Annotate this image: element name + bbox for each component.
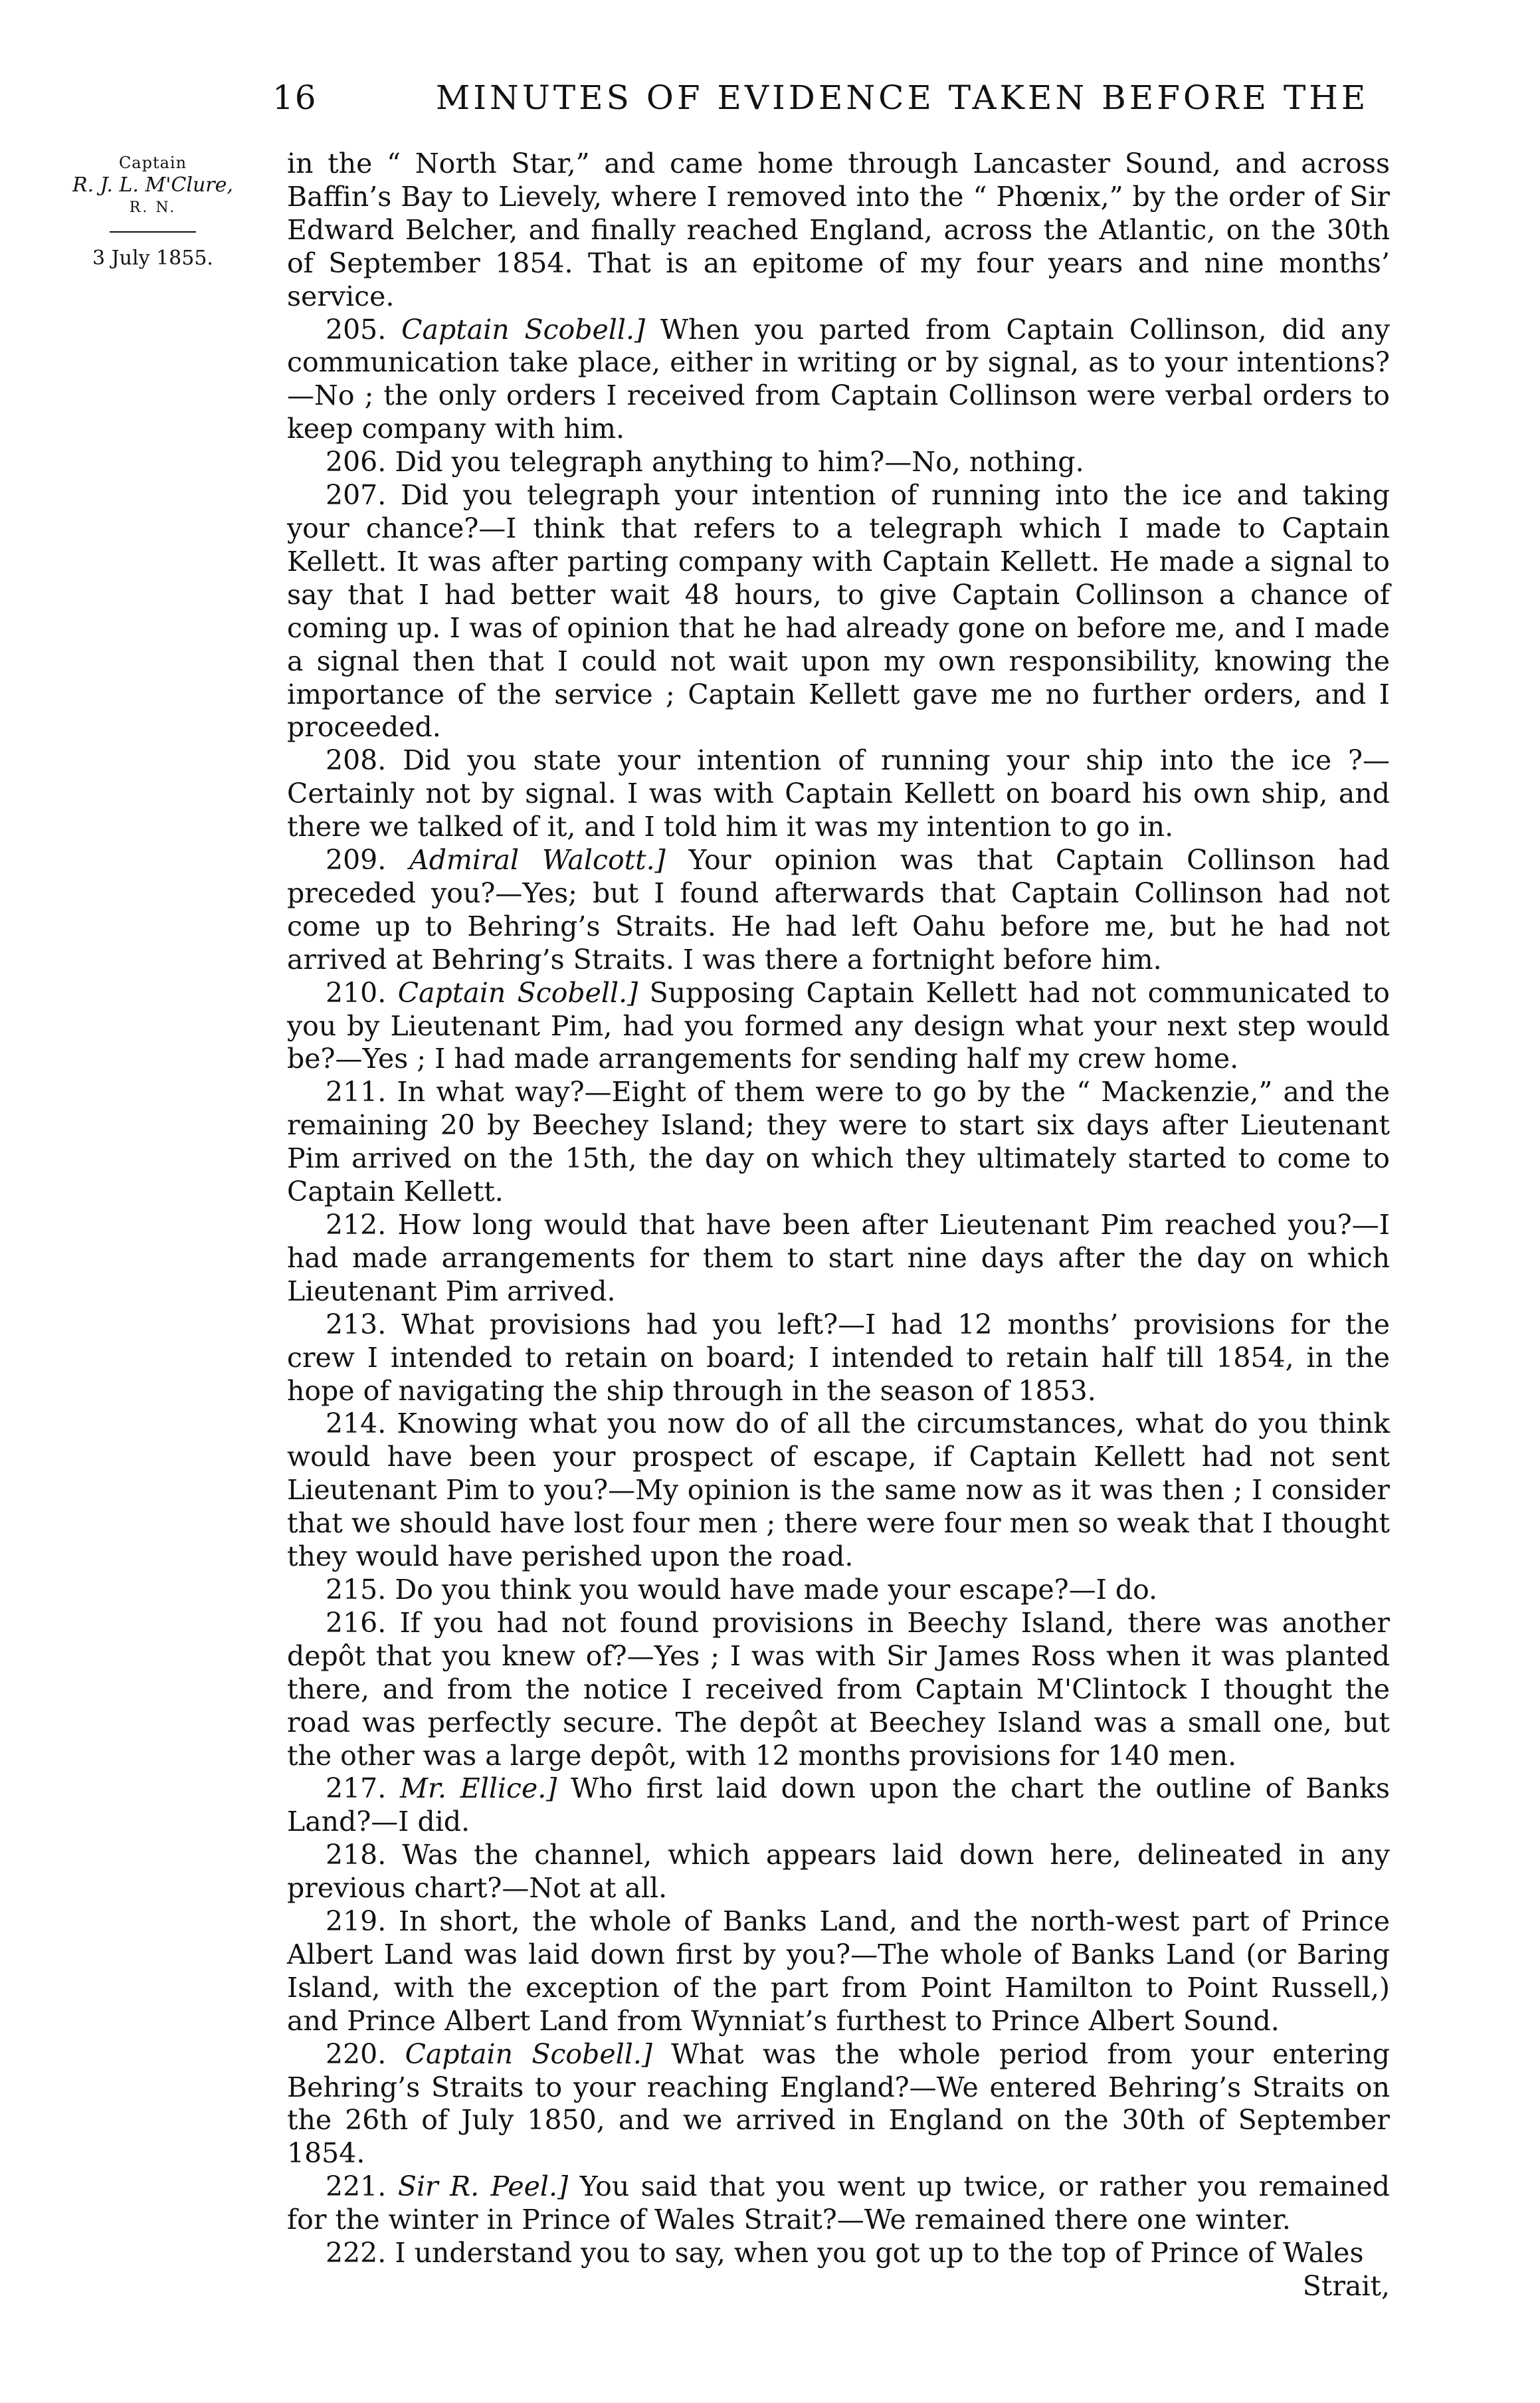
- question-219: [287, 1905, 1390, 2038]
- question-205: [287, 314, 1390, 447]
- question-number: 220.: [326, 2037, 387, 2070]
- question-number: 210.: [326, 976, 387, 1009]
- question-number: 208.: [326, 744, 387, 777]
- questioner: Captain Scobell.]: [405, 2037, 652, 2070]
- question-214: [287, 1408, 1390, 1574]
- page-number: 16: [272, 78, 318, 117]
- evidence-text: [287, 148, 1390, 2303]
- question-text: Did you telegraph your intention of running into the ice and taking your chance?—I think that refers to a telegraph which I made to Captain Kellett. It was after parting company with Captain Kellett. He made a signal to say that I had better wait 48 hours, to give Captain Collinson a chance of coming up. I was of opinion that he had already gone on before me, and I made a signal then that I could not wait upon my own responsibility, knowing the importance of the service ; Captain Kellett gave me no further orders, and I proceeded.: [287, 479, 1390, 744]
- question-222: [287, 2237, 1390, 2270]
- questioner: Captain Scobell.]: [397, 976, 638, 1009]
- question-number: 221.: [326, 2170, 387, 2203]
- questioner: Sir R. Peel.]: [397, 2170, 569, 2203]
- intro-paragraph: in the “ North Star,” and came home through Lancaster Sound, and across Baffin’s Bay to Lievely, where I removed into the “ Phœnix,” by the order of Sir Edward Belcher, and finally reached England, across the Atlantic, on the 30th of September 1854. That is an epitome of my four years and nine months’ service.: [287, 148, 1390, 312]
- question-207: [287, 479, 1390, 744]
- question-number: 207.: [326, 479, 387, 512]
- question-212: [287, 1209, 1390, 1308]
- catchword: Strait,: [1302, 2270, 1390, 2302]
- questioner: Mr. Ellice.]: [399, 1772, 557, 1805]
- question-text: Did you state your intention of running your ship into the ice ?—Certainly not by signal. I was with Captain Kellett on board his own ship, and there we talked of it, and I told him it was my intention to go in.: [287, 744, 1390, 843]
- question-217: [287, 1772, 1390, 1839]
- question-text: Knowing what you now do of all the circumstances, what do you think would have been your prospect of escape, if Captain Kellett had not sent Lieutenant Pim to you?—My opinion is the same now as it was then ; I consider that we should have lost four men ; there were four men so weak that I thought they would have perished upon the road.: [287, 1408, 1390, 1573]
- running-title: MINUTES OF EVIDENCE TAKEN BEFORE THE: [436, 78, 1369, 117]
- question-218: [287, 1839, 1390, 1905]
- question-210: [287, 977, 1390, 1077]
- margin-divider: [110, 231, 196, 233]
- question-number: 205.: [326, 313, 387, 346]
- question-number: 212.: [326, 1209, 387, 1241]
- questioner: Captain Scobell.]: [401, 313, 646, 346]
- question-text: Did you telegraph anything to him?—No, nothing.: [395, 446, 1084, 478]
- witness-name: R. J. L. M'Clure,: [72, 173, 233, 197]
- question-text: In what way?—Eight of them were to go by the “ Mackenzie,” and the remaining 20 by Beechey Island; they were to start six days after Lieutenant Pim arrived on the 15th, the day on which they ultimately started to come to Captain Kellett.: [287, 1076, 1390, 1208]
- question-number: 215.: [326, 1573, 387, 1606]
- question-215: [287, 1574, 1390, 1607]
- question-number: 219.: [326, 1905, 387, 1938]
- witness-service: R. N.: [129, 199, 177, 216]
- page-header: [0, 78, 1540, 125]
- question-number: 209.: [326, 844, 387, 877]
- question-text: When you parted from Captain Collinson, did any communication take place, either in writing or by signal, as to your intentions?—No ; the only orders I received from Captain Collinson were verbal orders to keep company with him.: [287, 313, 1390, 445]
- questioner: Admiral Walcott.]: [409, 844, 666, 877]
- witness-rank: Captain: [118, 154, 187, 172]
- question-text: What was the whole period from your entering Behring’s Straits to your reaching England?—We entered Behring’s Straits on the 26th of July 1850, and we arrived in England on the 30th of September 1854.: [287, 2037, 1390, 2170]
- question-number: 211.: [326, 1076, 387, 1108]
- question-text: In short, the whole of Banks Land, and the north-west part of Prince Albert Land was laid down first by you?—The whole of Banks Land (or Baring Island, with the exception of the part from Point Hamilton to Point Russell,) and Prince Albert Land from Wynniat’s furthest to Prince Albert Sound.: [287, 1905, 1390, 2037]
- question-216: [287, 1607, 1390, 1773]
- question-213: [287, 1308, 1390, 1408]
- question-number: 216.: [326, 1606, 387, 1639]
- question-text: You said that you went up twice, or rather you remained for the winter in Prince of Wales Strait?—We remained there one winter.: [287, 2170, 1390, 2236]
- question-221: [287, 2170, 1390, 2237]
- question-text: Who first laid down upon the chart the outline of Banks Land?—I did.: [287, 1772, 1390, 1838]
- question-number: 222.: [326, 2237, 387, 2269]
- question-number: 206.: [326, 446, 387, 478]
- question-208: [287, 744, 1390, 844]
- question-number: 218.: [326, 1839, 387, 1871]
- question-text: I understand you to say, when you got up to the top of Prince of Wales: [395, 2237, 1364, 2269]
- question-number: 217.: [326, 1772, 387, 1805]
- witness-margin-note: [40, 152, 266, 270]
- question-209: [287, 844, 1390, 977]
- question-206: [287, 446, 1390, 479]
- evidence-date: 3 July 1855.: [92, 247, 213, 270]
- question-number: 213.: [326, 1308, 387, 1340]
- question-text: Supposing Captain Kellett had not communicated to you by Lieutenant Pim, had you formed any design what your next step would be?—Yes ; I had made arrangements for sending half my crew home.: [287, 976, 1390, 1075]
- question-text: If you had not found provisions in Beechy Island, there was another depôt that you knew of?—Yes ; I was with Sir James Ross when it was planted there, and from the notice I received from Captain M'Clintock I thought the road was perfectly secure. The depôt at Beechey Island was a small one, but the other was a large depôt, with 12 months provisions for 140 men.: [287, 1606, 1390, 1772]
- question-text: How long would that have been after Lieutenant Pim reached you?—I had made arrangements for them to start nine days after the day on which Lieutenant Pim arrived.: [287, 1209, 1390, 1307]
- question-number: 214.: [326, 1408, 387, 1440]
- question-text: What provisions had you left?—I had 12 months’ provisions for the crew I intended to retain on board; I intended to retain half till 1854, in the hope of navigating the ship through in the season of 1853.: [287, 1308, 1390, 1407]
- question-text: Do you think you would have made your escape?—I do.: [395, 1573, 1158, 1606]
- question-text: Your opinion was that Captain Collinson had preceded you?—Yes; but I found afterwards that Captain Collinson had not come up to Behring’s Straits. He had left Oahu before me, but he had not arrived at Behring’s Straits. I was there a fortnight before him.: [287, 844, 1390, 976]
- question-220: [287, 2038, 1390, 2171]
- question-211: [287, 1076, 1390, 1209]
- question-text: Was the channel, which appears laid down here, delineated in any previous chart?—Not at all.: [287, 1839, 1390, 1905]
